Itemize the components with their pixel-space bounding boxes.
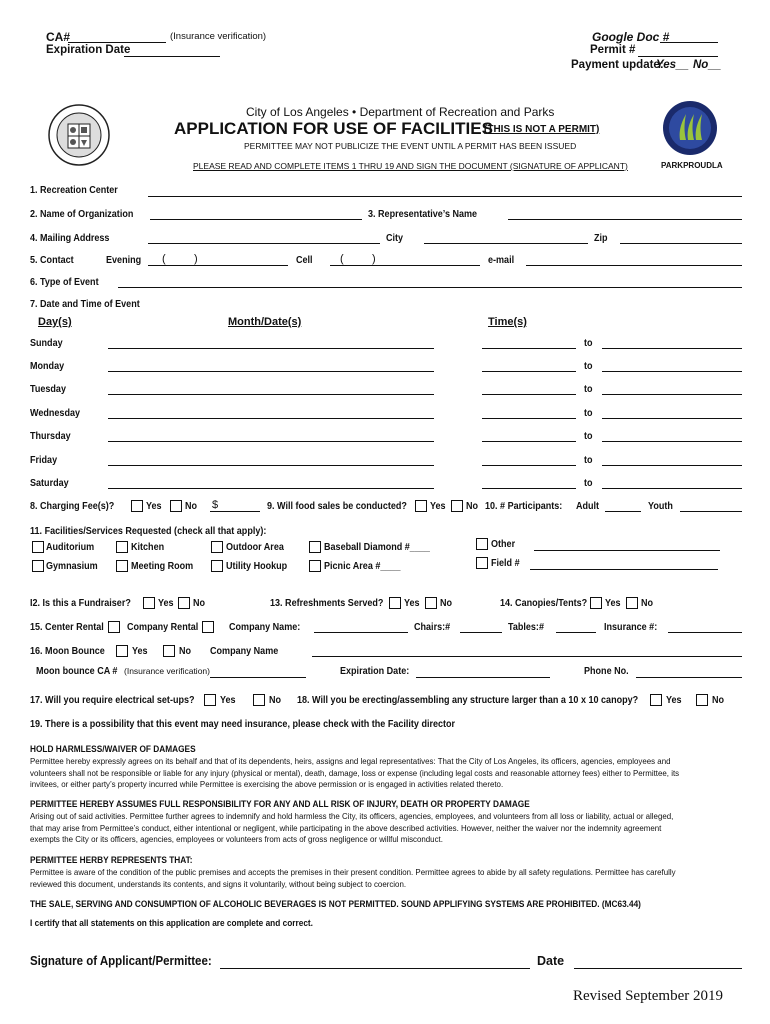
to-label: to [584, 430, 593, 442]
to-label: to [584, 383, 593, 395]
form-title: APPLICATION FOR USE OF FACILITIES [174, 119, 493, 138]
payment-label: Payment update: [571, 59, 664, 71]
to-label: to [584, 477, 593, 489]
time-end-field[interactable] [602, 488, 742, 489]
to-label: to [584, 337, 593, 349]
rep-name-label: 3. Representative’s Name [368, 208, 478, 220]
outdoor-checkbox[interactable] [211, 541, 223, 553]
to-label: to [584, 360, 593, 372]
city-seal-logo [48, 104, 110, 166]
q9-yes-checkbox[interactable] [415, 500, 427, 512]
baseball-label: Baseball Diamond #____ [324, 541, 430, 553]
moon-expiration-field[interactable] [416, 677, 550, 678]
expiration-field[interactable] [124, 56, 220, 57]
field-number-field[interactable] [530, 569, 718, 570]
org-name-label: 2. Name of Organization [30, 208, 134, 220]
google-doc-field[interactable] [660, 42, 718, 43]
rep-name-field[interactable] [508, 219, 742, 220]
time-end-field[interactable] [602, 441, 742, 442]
center-rental-checkbox[interactable] [108, 621, 120, 633]
q16-label: 16. Moon Bounce [30, 645, 105, 657]
q19-text: 19. There is a possibility that this event may need insurance, please check with the Facility director [30, 718, 456, 730]
q12-no-checkbox[interactable] [178, 597, 190, 609]
meeting-room-checkbox[interactable] [116, 560, 128, 572]
q16-no-label: No [179, 645, 192, 657]
insurance-field[interactable] [668, 632, 742, 633]
cell-paren-open: ( [340, 253, 344, 265]
ca-label: CA# [46, 30, 71, 44]
contact-label: 5. Contact [30, 254, 74, 266]
q8-label: 8. Charging Fee(s)? [30, 500, 115, 512]
q13-yes-label: Yes [404, 597, 420, 609]
date-field[interactable] [108, 371, 434, 372]
q8-amount-field[interactable] [210, 511, 260, 512]
kitchen-label: Kitchen [131, 541, 165, 553]
q12-yes-label: Yes [158, 597, 174, 609]
q18-label: 18. Will you be erecting/assembling any structure larger than a 10 x 10 canopy? [297, 694, 639, 706]
signature-date-field[interactable] [574, 968, 742, 969]
field-label: Field # [491, 557, 520, 569]
day-label: Saturday [30, 477, 69, 489]
date-field[interactable] [108, 465, 434, 466]
q12-no-label: No [193, 597, 206, 609]
company-name-label: Company Name: [229, 621, 301, 633]
payment-yes[interactable]: Yes__ [656, 59, 689, 71]
revised-date: Revised September 2019 [573, 988, 723, 1004]
legal-heading-4: THE SALE, SERVING AND CONSUMPTION OF ALCOHOLIC BEVERAGES IS NOT PERMITTED. SOUND APPLIFYING SYSTEMS ARE PROHIBITED. (MC63.44) [30, 899, 641, 909]
google-doc-label: Google Doc # [592, 30, 670, 44]
date-field[interactable] [108, 418, 434, 419]
time-end-field[interactable] [602, 418, 742, 419]
moon-expiration-label: Expiration Date: [340, 665, 410, 677]
q18-yes-checkbox[interactable] [650, 694, 662, 706]
signature-label: Signature of Applicant/Permittee: [30, 954, 212, 968]
baseball-checkbox[interactable] [309, 541, 321, 553]
q8-no-checkbox[interactable] [170, 500, 182, 512]
other-checkbox[interactable] [476, 538, 488, 550]
type-event-field[interactable] [118, 287, 742, 288]
date-field[interactable] [108, 394, 434, 395]
mailing-field[interactable] [148, 243, 380, 244]
legal-heading-3: PERMITTEE HERBY REPRESENTS THAT: [30, 855, 193, 865]
city-field[interactable] [424, 243, 588, 244]
permit-label: Permit # [590, 44, 636, 56]
q13-yes-checkbox[interactable] [389, 597, 401, 609]
q17-label: 17. Will you require electrical set-ups? [30, 694, 195, 706]
insurance-label: Insurance #: [604, 621, 658, 633]
evening-label: Evening [106, 254, 142, 266]
meeting-room-label: Meeting Room [131, 560, 194, 572]
time-start-field[interactable] [482, 371, 576, 372]
day-label: Monday [30, 360, 65, 372]
q13-label: 13. Refreshments Served? [270, 597, 384, 609]
company-rental-checkbox[interactable] [202, 621, 214, 633]
legal-paragraph-2: Arising out of said activities. Permittee further agrees to indemnify and hold harmless the City, its officers, agencies, employees, and volunteers from all loss or liability, actual or alleged, that may arise from Permittee’s conduct, either intentional or negligent, while participating in the above described activities. However, neither the waiver nor the indemnity agreement exempts the City or its officers, agencies, employees or volunteers from acts of gross negligence or willful misconduct. [30, 811, 674, 844]
parks-logo [662, 100, 718, 156]
q9-label: 9. Will food sales be conducted? [267, 500, 407, 512]
q8-no-label: No [185, 500, 198, 512]
zip-field[interactable] [620, 243, 742, 244]
time-start-field[interactable] [482, 465, 576, 466]
time-end-field[interactable] [602, 394, 742, 395]
zip-label: Zip [594, 232, 608, 244]
legal-heading-2: PERMITTEE HEREBY ASSUMES FULL RESPONSIBILITY FOR ANY AND ALL RISK OF INJURY, DEATH OR PROPERTY DAMAGE [30, 799, 530, 809]
mailing-label: 4. Mailing Address [30, 232, 110, 244]
parks-logo-text: PARKPROUDLA [661, 161, 723, 170]
q14-yes-label: Yes [605, 597, 621, 609]
permit-field[interactable] [638, 56, 718, 57]
date-field[interactable] [108, 441, 434, 442]
q9-no-checkbox[interactable] [451, 500, 463, 512]
legal-paragraph-1: Permittee hereby expressly agrees on its behalf and that of its dependents, heirs, assigns and legal representatives: That the City of Los Angeles, its officers, agencies, employees and volunteers shall not be responsible or liable for any injury (physical or mental), death, damage, loss or expense (including legal costs and reasonable attorney fees) either to Permittee, its invitees, or either party’s property incurred while Permittee is exercising the above permission or is engaged in activities related thereto. [30, 756, 680, 789]
company-rental-label: Company Rental [127, 621, 199, 633]
certify-text: I certify that all statements on this application are complete and correct. [30, 918, 313, 928]
phone-field[interactable] [636, 677, 742, 678]
evening-paren-open: ( [162, 253, 166, 265]
auditorium-checkbox[interactable] [32, 541, 44, 553]
cell-phone-field[interactable] [330, 265, 480, 266]
recreation-center-label: 1. Recreation Center [30, 184, 118, 196]
moon-bounce-ca-note: (Insurance verification) [124, 666, 210, 676]
title-note: (THIS IS NOT A PERMIT) [484, 124, 600, 135]
legal-paragraph-3: Permittee is aware of the condition of the public premises and accepts the premises in their present condition. Permittee agrees to abide by all safety regulations. Permittee has carefully reviewed this document, understands its contents, and signs it voluntarily, without being subject to coercion. [30, 867, 676, 889]
phone-label: Phone No. [584, 665, 629, 677]
date-field[interactable] [108, 348, 434, 349]
day-label: Wednesday [30, 407, 81, 419]
q13-no-label: No [440, 597, 453, 609]
day-label: Friday [30, 454, 58, 466]
day-header: Day(s) [38, 316, 72, 328]
instructions: PLEASE READ AND COMPLETE ITEMS 1 THRU 19 AND SIGN THE DOCUMENT (SIGNATURE OF APPLICANT) [193, 161, 628, 171]
gymnasium-checkbox[interactable] [32, 560, 44, 572]
email-label: e-mail [488, 254, 515, 266]
kitchen-checkbox[interactable] [116, 541, 128, 553]
evening-phone-field[interactable] [148, 265, 288, 266]
q17-yes-label: Yes [220, 694, 236, 706]
to-label: to [584, 407, 593, 419]
payment-no[interactable]: No__ [693, 59, 722, 71]
q17-no-checkbox[interactable] [253, 694, 265, 706]
q14-no-label: No [641, 597, 654, 609]
q12-label: I2. Is this a Fundraiser? [30, 597, 131, 609]
month-header: Month/Date(s) [228, 316, 302, 328]
q17-no-label: No [269, 694, 282, 706]
moon-bounce-ca-field[interactable] [210, 677, 306, 678]
field-checkbox[interactable] [476, 557, 488, 569]
outdoor-label: Outdoor Area [226, 541, 284, 553]
date-time-label: 7. Date and Time of Event [30, 298, 140, 310]
time-start-field[interactable] [482, 394, 576, 395]
time-start-field[interactable] [482, 441, 576, 442]
time-header: Time(s) [488, 316, 527, 328]
insurance-note: (Insurance verification) [170, 31, 267, 42]
q15-label: 15. Center Rental [30, 621, 104, 633]
q8-yes-label: Yes [146, 500, 162, 512]
expiration-label: Expiration Date [46, 44, 131, 56]
form-subtitle: PERMITTEE MAY NOT PUBLICIZE THE EVENT UNTIL A PERMIT HAS BEEN ISSUED [244, 141, 577, 151]
date-field[interactable] [108, 488, 434, 489]
chairs-field[interactable] [460, 632, 502, 633]
q14-no-checkbox[interactable] [626, 597, 638, 609]
tables-label: Tables:# [508, 621, 544, 633]
auditorium-label: Auditorium [46, 541, 95, 553]
q17-yes-checkbox[interactable] [204, 694, 216, 706]
ca-field[interactable] [68, 42, 166, 43]
email-field[interactable] [526, 265, 742, 266]
utility-label: Utility Hookup [226, 560, 288, 572]
time-start-field[interactable] [482, 348, 576, 349]
type-event-label: 6. Type of Event [30, 276, 99, 288]
q11-label: 11. Facilities/Services Requested (check all that apply): [30, 525, 267, 537]
day-label: Tuesday [30, 383, 66, 395]
recreation-center-field[interactable] [148, 196, 742, 197]
time-end-field[interactable] [602, 371, 742, 372]
q14-yes-checkbox[interactable] [590, 597, 602, 609]
q16-company-label: Company Name [210, 645, 279, 657]
org-name-field[interactable] [150, 219, 362, 220]
other-field[interactable] [534, 550, 720, 551]
signature-field[interactable] [220, 968, 530, 969]
q8-yes-checkbox[interactable] [131, 500, 143, 512]
time-end-field[interactable] [602, 348, 742, 349]
q10-youth-field[interactable] [680, 511, 742, 512]
tables-field[interactable] [556, 632, 596, 633]
signature-date-label: Date [537, 954, 565, 968]
moon-bounce-ca-label: Moon bounce CA # [36, 665, 118, 677]
q8-dollar-label: $ [212, 499, 219, 511]
q18-yes-label: Yes [666, 694, 682, 706]
day-label: Sunday [30, 337, 63, 349]
day-label: Thursday [30, 430, 71, 442]
q18-no-label: No [712, 694, 725, 706]
q9-yes-label: Yes [430, 500, 446, 512]
time-end-field[interactable] [602, 465, 742, 466]
q10-label: 10. # Participants: [485, 500, 563, 512]
time-start-field[interactable] [482, 488, 576, 489]
q16-yes-checkbox[interactable] [116, 645, 128, 657]
q16-yes-label: Yes [132, 645, 148, 657]
city-label: City [386, 232, 404, 244]
org-line: City of Los Angeles • Department of Recreation and Parks [246, 105, 555, 119]
q10-adult-field[interactable] [605, 511, 641, 512]
to-label: to [584, 454, 593, 466]
cell-paren-close: ) [372, 253, 376, 265]
q12-yes-checkbox[interactable] [143, 597, 155, 609]
legal-heading-1: HOLD HARMLESS/WAIVER OF DAMAGES [30, 744, 196, 754]
company-name-field[interactable] [314, 632, 408, 633]
q16-no-checkbox[interactable] [163, 645, 175, 657]
q14-label: 14. Canopies/Tents? [500, 597, 588, 609]
q9-no-label: No [466, 500, 479, 512]
q18-no-checkbox[interactable] [696, 694, 708, 706]
chairs-label: Chairs:# [414, 621, 451, 633]
cell-label: Cell [296, 254, 313, 266]
gymnasium-label: Gymnasium [46, 560, 98, 572]
q10-adult-label: Adult [576, 500, 600, 512]
other-label: Other [491, 538, 516, 550]
q10-youth-label: Youth [648, 500, 673, 512]
evening-paren-close: ) [194, 253, 198, 265]
utility-checkbox[interactable] [211, 560, 223, 572]
q16-company-field[interactable] [312, 656, 742, 657]
time-start-field[interactable] [482, 418, 576, 419]
picnic-label: Picnic Area #____ [324, 560, 401, 572]
q13-no-checkbox[interactable] [425, 597, 437, 609]
picnic-checkbox[interactable] [309, 560, 321, 572]
